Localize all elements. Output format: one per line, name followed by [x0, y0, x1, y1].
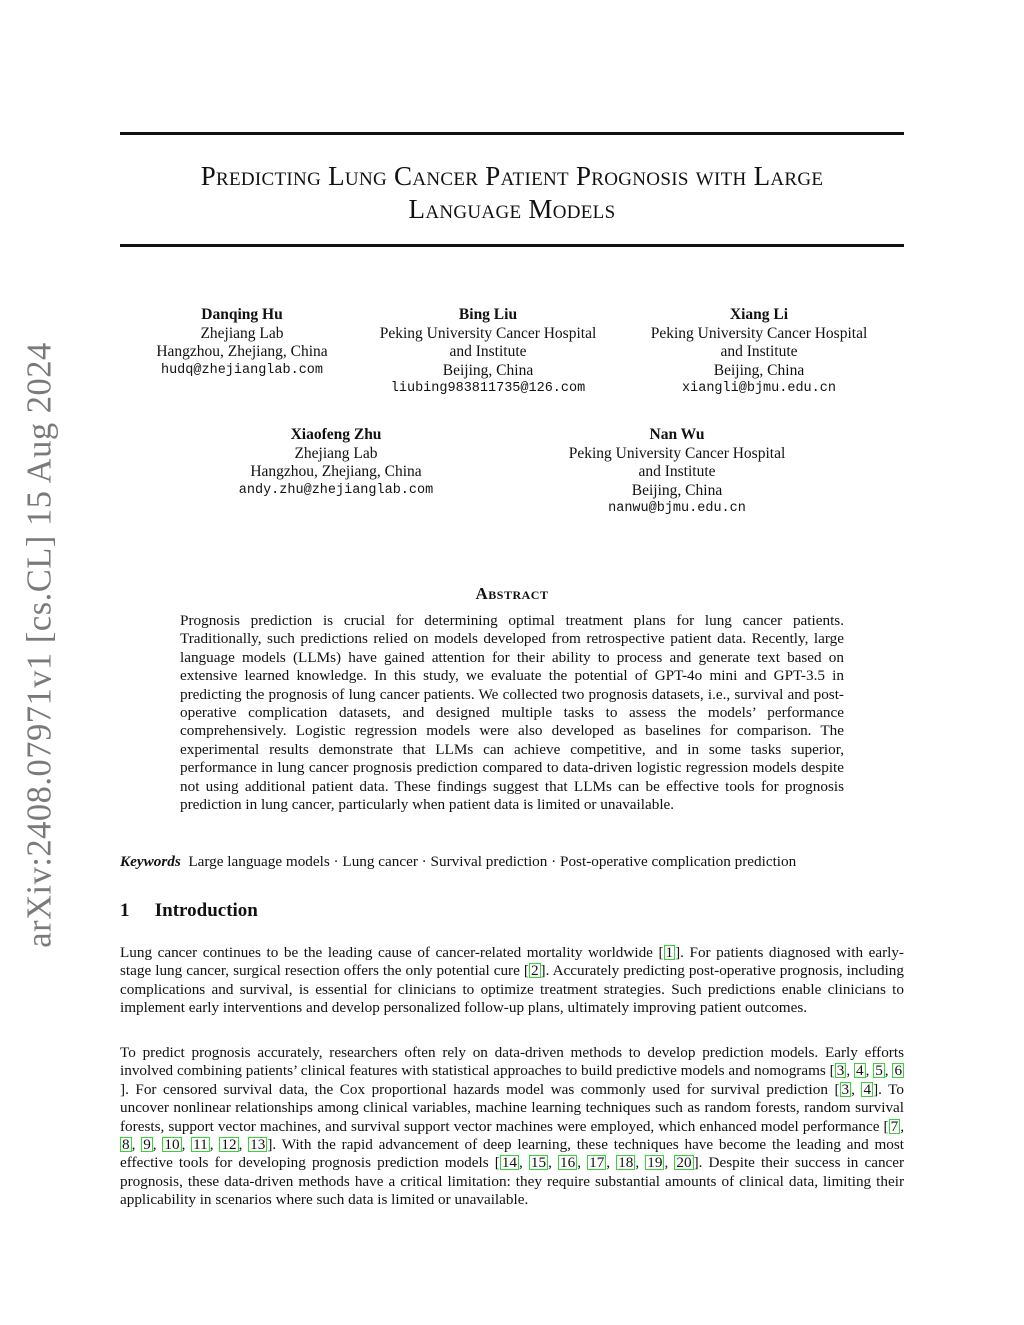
section-heading — [120, 900, 904, 922]
author-email[interactable]: liubing983811735@126.com — [390, 381, 586, 396]
citation-link[interactable]: 8 — [122, 1136, 130, 1154]
author-name: Danqing Hu — [201, 306, 283, 323]
citation-link[interactable]: 16 — [560, 1154, 576, 1172]
text-run: . With the rapid advancement of deep learning, these techniques have become the leading and most effective tools for developing prognosis prediction models — [120, 1136, 905, 1172]
intro-paragraph-1: Lung cancer continues to be the leading cause of cancer-related mortality worldwide [ 1 ]. For patients diagnosed with early-stage lung cancer, surgical resection offers the only potential cure [ 2 ]. Accurately predicting post-operative prognosis, including complications and survival, is essential for clinicians to optimize treatment strategies. Such predictions enable clinicians to implement early interventions and develop personalized follow-up plans, ultimately improving patient outcomes. — [120, 944, 904, 1017]
citation-link[interactable]: 3 — [841, 1080, 850, 1098]
citation-link[interactable]: 1 — [665, 944, 674, 961]
text-run: . For patients diagnosed with early-stage lung cancer, surgical resection offers the only potential cure — [120, 944, 904, 980]
title-line-1: Predicting Lung Cancer Patient Prognosis with Large — [200, 161, 824, 191]
author-affiliation: and Institute — [720, 343, 798, 360]
keywords-label: Keywords — [120, 853, 181, 870]
arxiv-stamp: arXiv:2408.07971v1 [cs.CL] 15 Aug 2024 — [20, 342, 59, 948]
title-rule-top — [120, 132, 904, 135]
author-name: Nan Wu — [649, 426, 705, 443]
author-location: Hangzhou, Zhejiang, China — [250, 463, 422, 480]
keywords-line — [120, 853, 904, 871]
text-run: Lung cancer continues to be the leading cause of cancer-related mortality worldwide — [120, 944, 659, 961]
author-affiliation: and Institute — [449, 343, 527, 360]
author-location: Hangzhou, Zhejiang, China — [156, 343, 328, 360]
intro-paragraph-2: To predict prognosis accurately, researchers often rely on data-driven methods to develop prediction models. Early efforts involved combining patients’ clinical features with statistical approaches to build predictive models and nomograms [ 3 , 4 , 5 , 6]. For censored survival data, the Cox proportional hazards model was commonly used for survival prediction [ 3 , 4 ]. To uncover nonlinear relationships among clinical variables, machine learning techniques such as random forests, random survival forests, support vector machines, and survival support vector machines were employed, which enhanced model performance [ 7 , 8 , 9 , 10 , 11 , 12 , 13 ]. With the rapid advancement of deep learning, these techniques have become the leading and most effective tools for developing prognosis prediction models [ 14 , 15 , 16 , 17 , 18 , 19 , 20 ]. Despite their success in cancer prognosis, these data-driven methods have a critical limitation: they require substantial amounts of clinical data, limiting their applicability in scenarios where such data is limited or unavailable. — [120, 1044, 905, 1209]
section-title: Introduction — [154, 900, 258, 921]
text-run: . Despite their success in cancer prognosis, these data-driven methods have a critical limitation: they require substantial amounts of clinical data, limiting their applicability in scenarios where such data is limited or unavailable. — [120, 1154, 905, 1209]
author-affiliation: and Institute — [638, 463, 716, 480]
citation-link[interactable]: 3 — [836, 1062, 845, 1080]
text-run: . For censored survival data, the Cox proportional hazards model was commonly used for survival prediction — [125, 1080, 835, 1098]
citation-link[interactable]: 18 — [618, 1154, 634, 1172]
citation-link[interactable]: 11 — [193, 1136, 208, 1154]
author-email[interactable]: hudq@zhejianglab.com — [160, 362, 324, 378]
author-name: Xiaofeng Zhu — [290, 426, 382, 443]
author-email[interactable]: nanwu@bjmu.edu.cn — [608, 501, 746, 516]
author-affiliation: Zhejiang Lab — [294, 444, 378, 462]
author-affiliation: Zhejiang Lab — [200, 324, 284, 342]
text-run: . To uncover nonlinear relationships among clinical variables, machine learning techniques such as random forests, random survival forests, support vector machines, and survival support vector machines were employed, which enhanced model performance — [120, 1080, 904, 1135]
citation-link[interactable]: 17 — [589, 1154, 605, 1172]
citation-link[interactable]: 15 — [530, 1154, 547, 1172]
text-run: . Accurately predicting post-operative prognosis, including complications and survival, is essential for clinicians to optimize treatment strategies. Such predictions enable clinicians to implement early interventions and develop personalized follow-up plans, ultimately improving patient outcomes. — [120, 962, 904, 1017]
citation-link[interactable]: 10 — [164, 1136, 180, 1154]
author-location: Beijing, China — [442, 361, 534, 379]
author-email[interactable]: andy.zhu@zhejianglab.com — [238, 482, 434, 498]
author-block — [636, 306, 882, 399]
citation-link[interactable]: 13 — [250, 1136, 266, 1154]
title-line-2: Language Models — [408, 194, 616, 224]
abstract-text: Prognosis prediction is crucial for determining optimal treatment plans for lung cancer patients. Traditionally, such predictions relied on models developed from retrospective patient data. Recently, large language models (LLMs) have gained attention for their ability to process and generate text based on extensive learned knowledge. In this study, we evaluate the potential of GPT-4o mini and GPT-3.5 in predicting the prognosis of lung cancer patients. We collected two prognosis datasets, i.e., survival and post-operative complication datasets, and designed multiple tasks to assess the models’ performance comprehensively. Logistic regression models were also developed as baselines for comparison. The experimental results demonstrate that LLMs can achieve competitive, and in some tasks superior, performance in lung cancer prognosis prediction compared to data-driven logistic regression models despite not using additional patient data. These findings suggest that LLMs can be effective tools for prognosis prediction in lung cancer, particularly when patient data is limited or unavailable. — [180, 612, 844, 814]
author-location: Beijing, China — [713, 361, 805, 379]
keywords-text: Large language models · Lung cancer · Survival prediction · Post-operative complication prediction — [188, 853, 797, 870]
citation-link[interactable]: 6 — [894, 1062, 903, 1080]
citation-link[interactable]: 4 — [863, 1080, 872, 1098]
abstract-heading: Abstract — [475, 584, 549, 603]
author-affiliation: Peking University Cancer Hospital — [379, 324, 597, 342]
author-affiliation: Peking University Cancer Hospital — [650, 324, 868, 342]
author-block — [364, 306, 612, 399]
section-number: 1 — [120, 900, 130, 921]
author-block — [540, 426, 814, 519]
text-run: To predict prognosis accurately, researchers often rely on data-driven methods to develop prediction models. Early efforts involved combining patients’ clinical features with statistical approaches to build predictive models and nomograms — [120, 1044, 904, 1080]
author-block — [210, 426, 462, 500]
citation-link[interactable]: 5 — [875, 1062, 883, 1080]
citation-link[interactable]: 19 — [647, 1154, 663, 1172]
citation-link[interactable]: 7 — [890, 1117, 899, 1135]
author-name: Xiang Li — [729, 306, 789, 323]
author-affiliation: Peking University Cancer Hospital — [568, 444, 786, 462]
citation-link[interactable]: 20 — [676, 1154, 692, 1172]
title-rule-bottom — [120, 244, 904, 247]
author-location: Beijing, China — [631, 481, 723, 499]
citation-link[interactable]: 2 — [530, 962, 539, 980]
author-block — [120, 306, 364, 380]
author-email[interactable]: xiangli@bjmu.edu.cn — [682, 381, 836, 396]
citation-link[interactable]: 4 — [855, 1062, 864, 1080]
citation-link[interactable]: 14 — [501, 1154, 517, 1172]
author-name: Bing Liu — [458, 306, 518, 323]
citation-link[interactable]: 9 — [143, 1136, 151, 1154]
paper-title — [120, 160, 904, 226]
citation-link[interactable]: 12 — [221, 1136, 237, 1154]
